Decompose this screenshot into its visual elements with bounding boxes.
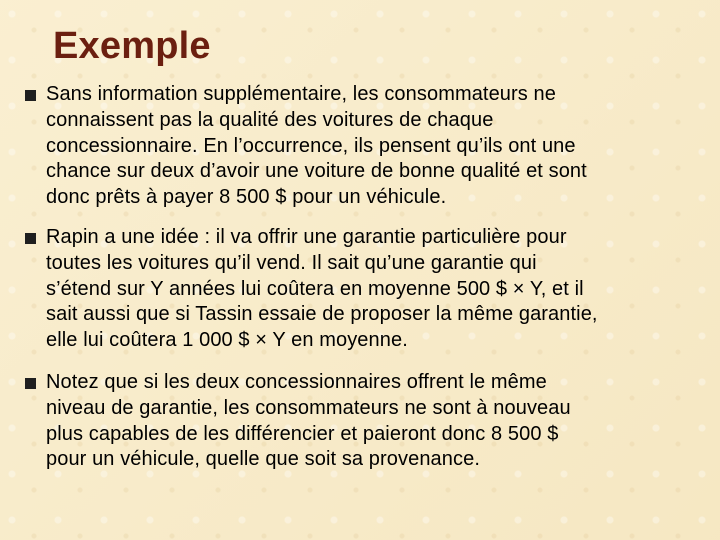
text-line: niveau de garantie, les consommateurs ne sont à nouveau <box>46 396 571 419</box>
square-bullet-icon <box>25 378 36 389</box>
text-line: connaissent pas la qualité des voitures de chaque <box>46 108 494 131</box>
text-line: plus capables de les différencier et paieront donc 8 500 $ <box>46 422 559 445</box>
square-bullet-icon <box>25 233 36 244</box>
bullet-text <box>46 370 710 473</box>
text-line: Rapin a une idée : il va offrir une garantie particulière pour <box>46 226 567 248</box>
text-line: donc prêts à payer 8 500 $ pour un véhicule. <box>46 186 447 209</box>
text-line: s’étend sur Y années lui coûtera en moyenne 500 $ × Y, et il <box>46 277 584 300</box>
bullet-text <box>46 225 710 354</box>
text-line: toutes les voitures qu’il vend. Il sait qu’une garantie qui <box>46 251 537 274</box>
text-line: sait aussi que si Tassin essaie de proposer la même garantie, <box>46 303 598 326</box>
text-line: chance sur deux d’avoir une voiture de bonne qualité et sont <box>46 160 587 183</box>
text-line: Sans information supplémentaire, les consommateurs ne <box>46 83 556 105</box>
slide-title: Exemple <box>53 25 211 67</box>
text-line: elle lui coûtera 1 000 $ × Y en moyenne. <box>46 329 408 352</box>
text-line: Notez que si les deux concessionnaires offrent le même <box>46 371 547 393</box>
text-line: pour un véhicule, quelle que soit sa provenance. <box>46 448 480 471</box>
bullet-text <box>46 82 710 211</box>
text-line: concessionnaire. En l’occurrence, ils pensent qu’ils ont une <box>46 134 576 157</box>
square-bullet-icon <box>25 90 36 101</box>
